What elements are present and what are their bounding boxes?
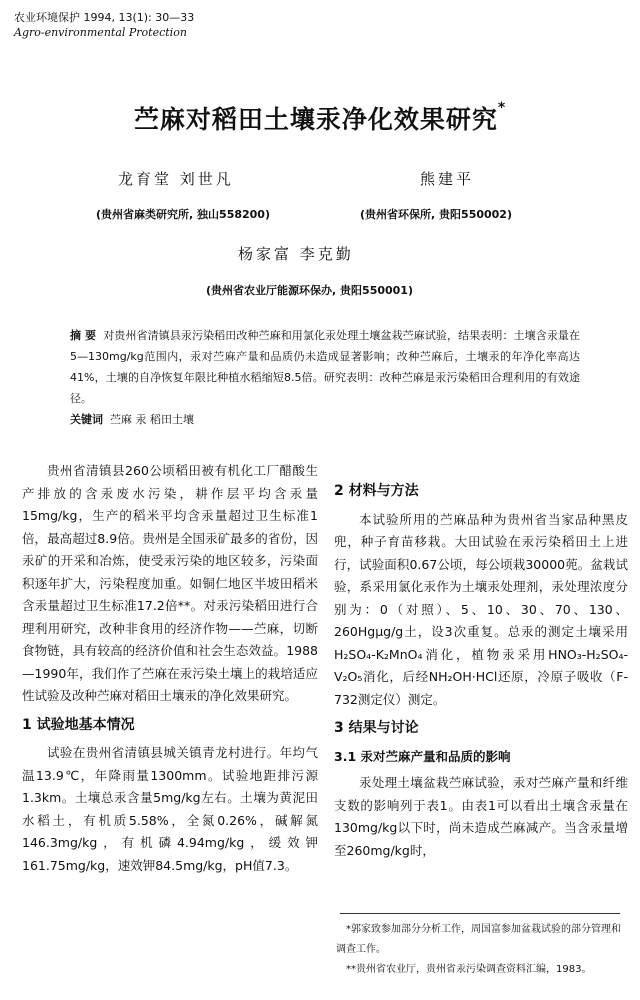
affiliation-2: (贵州省环保所, 贵阳550002) <box>360 208 512 221</box>
journal-header <box>14 10 194 40</box>
intro-paragraph: 贵州省清镇县260公顷稻田被有机化工厂醋酸生产排放的含汞废水污染，耕作层平均含汞量15mg/kg，生产的稻米平均含汞量超过卫生标准1倍，最高超过8.9倍。贵州是全国汞矿最多的省份，因汞矿的开采和冶炼，使受汞污染的地区较多，污染面积逐年扩大，污染程度加重。如铜仁地区半坡田稻米含汞量超过卫生标准17.2倍**。对汞污染稻田进行合理利用研究，改种非食用的经济作物——苎麻，切断食物链，具有较高的经济价值和社会生态效益。1988—1990年，我们作了苎麻在汞污染土壤上的栽培适应性试验及改种苎麻对稻田土壤汞的净化效果研究。 <box>22 463 318 703</box>
journal-english-name: Agro-environmental Protection <box>14 26 187 39</box>
right-column <box>334 474 628 862</box>
journal-line: 农业环境保护 1994, 13(1): 30—33 <box>14 11 195 24</box>
abstract-text: 对贵州省清镇县汞污染稻田改种苎麻和用氯化汞处理土壤盆栽苎麻试验，结果表明：土壤含汞量在5—130mg/kg范围内，汞对苎麻产量和品质仍未造成显著影响；改种苎麻后，土壤汞的年净化率高达41%，土壤的自净恢复年限比种植水稻缩短8.5倍。研究表明：改种苎麻是汞污染稻田合理利用的有效途径。 <box>70 329 580 405</box>
keywords-text: 苎麻 汞 稻田土壤 <box>110 413 194 426</box>
abstract-label: 摘 要 <box>70 329 97 342</box>
abstract-paragraph <box>70 325 580 409</box>
footnote-1: *郭家致参加部分分析工作，周国富参加盆栽试验的部分管理和调查工作。 <box>336 924 621 955</box>
section-3-heading: 3 结果与讨论 <box>334 720 419 736</box>
keywords-label: 关键词 <box>70 413 103 426</box>
footnote-2: **贵州省农业厅，贵州省汞污染调查资料汇编，1983。 <box>346 964 592 975</box>
author-group-1: 龙育堂 刘世凡 <box>118 170 234 188</box>
keywords-line <box>70 409 580 430</box>
section-1-heading: 1 试验地基本情况 <box>22 716 135 733</box>
section-1-paragraph: 试验在贵州省清镇县城关镇青龙村进行。年均气温13.9℃，年降雨量1300mm。试验地距排污源1.3km。土壤总汞含量5mg/kg左右。土壤为黄泥田水稻土，有机质5.58%，全氮0.26%，碱解氮146.3mg/kg，有机磷4.94mg/kg，缓效钾161.75mg/kg，速效钾84.5mg/kg，pH值7.3。 <box>22 745 318 873</box>
affiliation-1: (贵州省麻类研究所, 独山558200) <box>96 208 270 221</box>
footnote-divider <box>340 913 620 914</box>
title-footnote-mark: * <box>497 100 507 116</box>
abstract-block <box>70 325 580 430</box>
section-2-paragraph: 本试验所用的苎麻品种为贵州省当家品种黑皮兜，种子育苗移栽。大田试验在汞污染稻田土上进行，试验面积0.67公顷，每公顷栽30000蔸。盆栽试验，系采用氯化汞作为土壤汞处理剂，汞处理浓度分别为：0（对照）、5、10、30、70、130、260Hgμg/g土，设3次重复。总汞的测定土壤采用H₂SO₄-K₂MnO₄消化，植物汞采用HNO₃-H₂SO₄-V₂O₅消化，后经NH₂OH·HCl还原，冷原子吸收（F-732测定仪）测定。 <box>334 511 628 707</box>
paper-title-text: 苎麻对稻田土壤汞净化效果研究 <box>133 105 498 134</box>
paper-title <box>0 100 640 136</box>
footnotes <box>336 920 628 980</box>
author-group-2: 熊建平 <box>420 170 475 188</box>
left-column <box>22 460 318 877</box>
affiliation-3: (贵州省农业厅能源环保办, 贵阳550001) <box>206 284 413 297</box>
section-3-1-paragraph: 汞处理土壤盆栽苎麻试验，汞对苎麻产量和纤维支数的影响列于表1。由表1可以看出土壤含汞量在130mg/kg以下时，尚未造成苎麻减产。当含汞量增至260mg/kg时， <box>334 775 628 858</box>
section-3-1-heading: 3.1 汞对苎麻产量和品质的影响 <box>334 748 511 764</box>
author-group-3: 杨家富 李克勤 <box>238 245 354 263</box>
section-2-heading: 2 材料与方法 <box>334 483 419 499</box>
